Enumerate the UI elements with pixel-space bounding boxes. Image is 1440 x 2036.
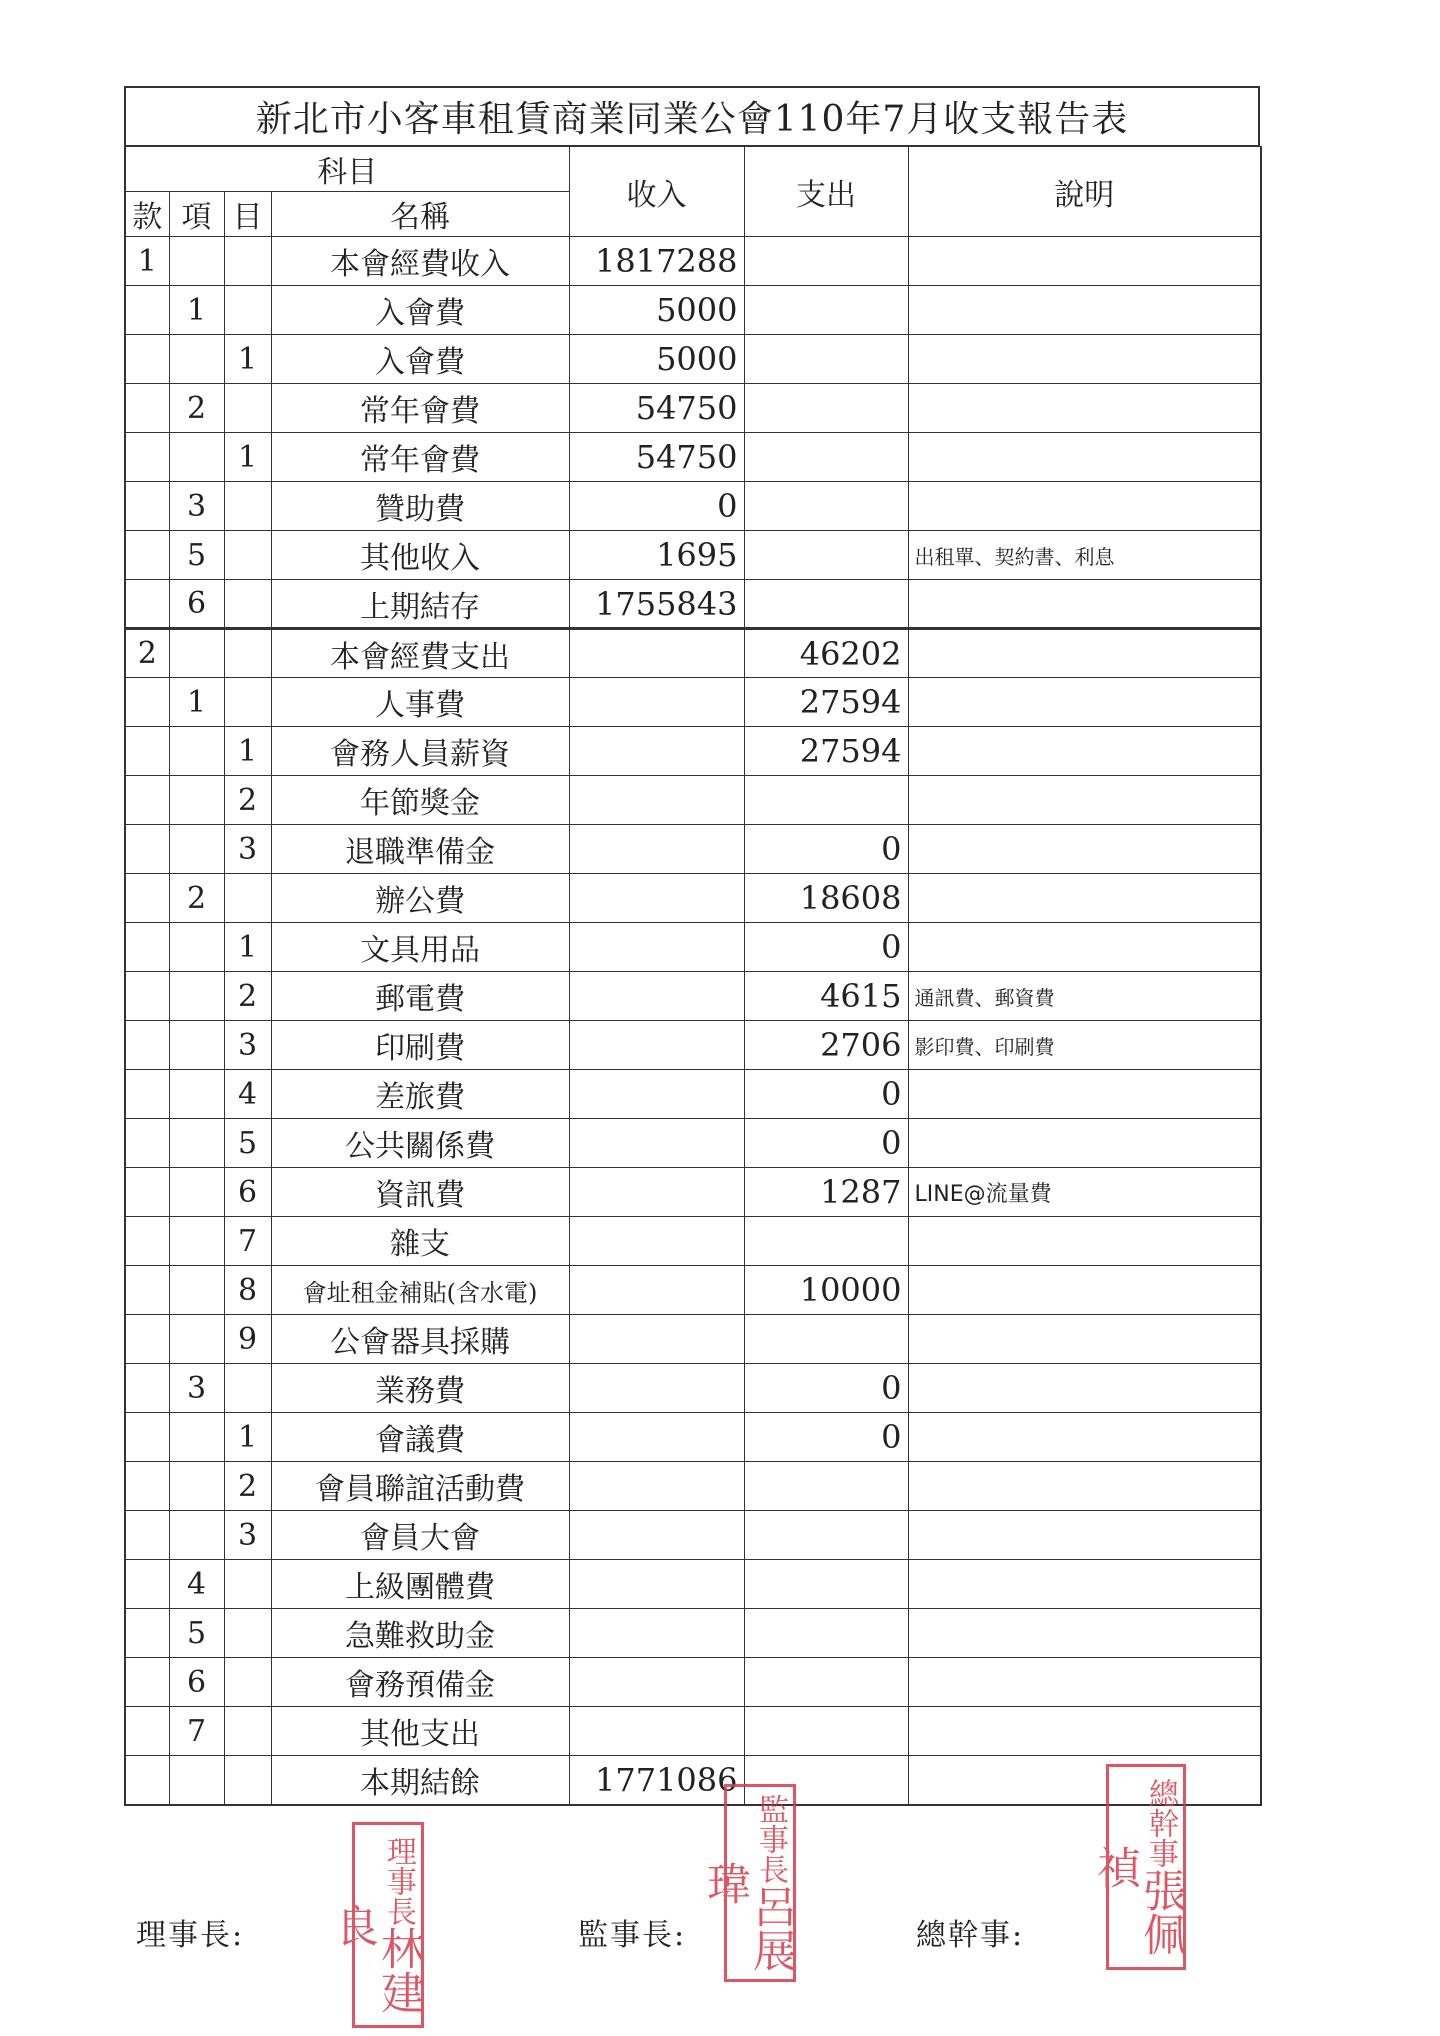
cell-expense xyxy=(744,237,908,286)
cell-expense xyxy=(744,531,908,580)
cell-name: 公會器具採購 xyxy=(271,1315,569,1364)
cell-note xyxy=(908,384,1261,433)
table-row xyxy=(125,433,1261,482)
cell-note xyxy=(908,580,1261,629)
cell-expense: 18608 xyxy=(744,874,908,923)
cell-kuan: 1 xyxy=(125,237,169,286)
cell-xiang xyxy=(169,972,224,1021)
cell-kuan xyxy=(125,482,169,531)
cell-income xyxy=(569,1168,744,1217)
table-row xyxy=(125,825,1261,874)
cell-expense: 0 xyxy=(744,1119,908,1168)
cell-name: 會員聯誼活動費 xyxy=(271,1462,569,1511)
cell-mu: 8 xyxy=(224,1266,271,1315)
cell-xiang xyxy=(169,1266,224,1315)
cell-note xyxy=(908,1756,1261,1805)
cell-income xyxy=(569,727,744,776)
cell-note xyxy=(908,237,1261,286)
cell-kuan xyxy=(125,1021,169,1070)
cell-xiang: 6 xyxy=(169,1658,224,1707)
cell-kuan xyxy=(125,1511,169,1560)
cell-expense xyxy=(744,1609,908,1658)
cell-xiang: 2 xyxy=(169,384,224,433)
cell-mu xyxy=(224,531,271,580)
cell-expense xyxy=(744,1707,908,1756)
cell-expense: 46202 xyxy=(744,629,908,678)
secretary-seal-name: 張佩禎 xyxy=(1088,1845,1186,1956)
cell-name: 會務預備金 xyxy=(271,1658,569,1707)
cell-note xyxy=(908,1413,1261,1462)
cell-income xyxy=(569,1658,744,1707)
cell-mu: 4 xyxy=(224,1070,271,1119)
cell-expense: 2706 xyxy=(744,1021,908,1070)
cell-name: 郵電費 xyxy=(271,972,569,1021)
cell-xiang xyxy=(169,1413,224,1462)
cell-mu: 1 xyxy=(224,433,271,482)
supervisor-seal-title: 監事長 xyxy=(753,1794,788,1884)
cell-mu: 1 xyxy=(224,923,271,972)
cell-income xyxy=(569,1364,744,1413)
cell-mu: 1 xyxy=(224,335,271,384)
cell-name: 常年會費 xyxy=(271,384,569,433)
cell-income xyxy=(569,776,744,825)
cell-kuan xyxy=(125,825,169,874)
cell-expense xyxy=(744,776,908,825)
cell-note xyxy=(908,1315,1261,1364)
cell-income xyxy=(569,1413,744,1462)
cell-xiang: 1 xyxy=(169,286,224,335)
cell-name: 資訊費 xyxy=(271,1168,569,1217)
cell-name: 入會費 xyxy=(271,335,569,384)
cell-expense xyxy=(744,580,908,629)
cell-name: 常年會費 xyxy=(271,433,569,482)
table-row xyxy=(125,1364,1261,1413)
cell-mu: 5 xyxy=(224,1119,271,1168)
cell-xiang xyxy=(169,727,224,776)
cell-mu xyxy=(224,1756,271,1805)
cell-note xyxy=(908,1707,1261,1756)
cell-kuan xyxy=(125,1756,169,1805)
cell-name: 本期結餘 xyxy=(271,1756,569,1805)
cell-name: 其他支出 xyxy=(271,1707,569,1756)
cell-kuan xyxy=(125,1707,169,1756)
cell-income: 5000 xyxy=(569,335,744,384)
cell-expense: 0 xyxy=(744,825,908,874)
cell-name: 會議費 xyxy=(271,1413,569,1462)
header-kuan: 款 xyxy=(125,192,169,237)
chairman-seal-title: 理事長 xyxy=(381,1836,416,1926)
table-row xyxy=(125,1315,1261,1364)
cell-note xyxy=(908,1119,1261,1168)
cell-xiang xyxy=(169,1756,224,1805)
cell-xiang xyxy=(169,1021,224,1070)
table-row xyxy=(125,1707,1261,1756)
cell-name: 會址租金補貼(含水電) xyxy=(271,1266,569,1315)
cell-expense xyxy=(744,433,908,482)
cell-name: 上期結存 xyxy=(271,580,569,629)
cell-kuan xyxy=(125,1070,169,1119)
cell-mu: 3 xyxy=(224,1511,271,1560)
cell-mu: 1 xyxy=(224,727,271,776)
cell-expense xyxy=(744,1217,908,1266)
cell-income: 5000 xyxy=(569,286,744,335)
cell-xiang xyxy=(169,923,224,972)
cell-income xyxy=(569,825,744,874)
cell-name: 會員大會 xyxy=(271,1511,569,1560)
cell-kuan xyxy=(125,1413,169,1462)
cell-xiang xyxy=(169,237,224,286)
cell-note: 通訊費、郵資費 xyxy=(908,972,1261,1021)
cell-name: 入會費 xyxy=(271,286,569,335)
cell-income xyxy=(569,1217,744,1266)
cell-income: 1771086 xyxy=(569,1756,744,1805)
table-row xyxy=(125,1658,1261,1707)
cell-kuan xyxy=(125,678,169,727)
cell-kuan xyxy=(125,923,169,972)
cell-note xyxy=(908,629,1261,678)
cell-mu: 9 xyxy=(224,1315,271,1364)
cell-income xyxy=(569,629,744,678)
cell-note xyxy=(908,433,1261,482)
cell-name: 雜支 xyxy=(271,1217,569,1266)
cell-mu: 2 xyxy=(224,972,271,1021)
table-row xyxy=(125,972,1261,1021)
table-row xyxy=(125,580,1261,629)
cell-kuan xyxy=(125,1609,169,1658)
cell-note: LINE@流量費 xyxy=(908,1168,1261,1217)
cell-income: 0 xyxy=(569,482,744,531)
cell-expense: 0 xyxy=(744,923,908,972)
cell-kuan xyxy=(125,727,169,776)
table-body xyxy=(125,147,1261,1805)
cell-note xyxy=(908,1217,1261,1266)
cell-xiang: 6 xyxy=(169,580,224,629)
cell-kuan xyxy=(125,874,169,923)
cell-expense xyxy=(744,335,908,384)
cell-kuan xyxy=(125,972,169,1021)
table-row xyxy=(125,1756,1261,1805)
cell-kuan xyxy=(125,384,169,433)
cell-mu: 3 xyxy=(224,1021,271,1070)
table-row xyxy=(125,776,1261,825)
cell-xiang xyxy=(169,1070,224,1119)
cell-name: 贊助費 xyxy=(271,482,569,531)
cell-note xyxy=(908,1462,1261,1511)
cell-mu: 2 xyxy=(224,776,271,825)
cell-mu xyxy=(224,384,271,433)
cell-income xyxy=(569,1119,744,1168)
cell-name: 會務人員薪資 xyxy=(271,727,569,776)
cell-note xyxy=(908,727,1261,776)
cell-income: 54750 xyxy=(569,433,744,482)
cell-expense: 0 xyxy=(744,1070,908,1119)
cell-kuan xyxy=(125,580,169,629)
cell-income xyxy=(569,1511,744,1560)
cell-mu xyxy=(224,237,271,286)
supervisor-seal-name: 呂展瑋 xyxy=(698,1861,796,1972)
cell-expense: 27594 xyxy=(744,727,908,776)
cell-expense xyxy=(744,1658,908,1707)
supervisor-label: 監事長: xyxy=(578,1918,687,1953)
cell-note xyxy=(908,1511,1261,1560)
cell-xiang xyxy=(169,825,224,874)
cell-income xyxy=(569,1560,744,1609)
header-subject: 科目 xyxy=(125,147,569,192)
table-row xyxy=(125,384,1261,433)
cell-xiang: 5 xyxy=(169,531,224,580)
cell-mu: 2 xyxy=(224,1462,271,1511)
cell-income xyxy=(569,1315,744,1364)
table-row xyxy=(125,1609,1261,1658)
chairman-seal-name: 林建良 xyxy=(326,1903,424,2014)
cell-xiang xyxy=(169,335,224,384)
cell-mu: 1 xyxy=(224,1413,271,1462)
cell-income xyxy=(569,874,744,923)
chairman-label: 理事長: xyxy=(136,1918,245,1953)
cell-expense: 0 xyxy=(744,1364,908,1413)
table-row xyxy=(125,482,1261,531)
cell-name: 人事費 xyxy=(271,678,569,727)
cell-kuan xyxy=(125,1315,169,1364)
table-row xyxy=(125,1266,1261,1315)
table-row xyxy=(125,678,1261,727)
cell-expense xyxy=(744,286,908,335)
cell-expense: 0 xyxy=(744,1413,908,1462)
cell-note xyxy=(908,1658,1261,1707)
table-row xyxy=(125,923,1261,972)
cell-xiang: 4 xyxy=(169,1560,224,1609)
cell-xiang xyxy=(169,1511,224,1560)
header-row-1 xyxy=(125,147,1261,192)
cell-kuan xyxy=(125,335,169,384)
cell-expense xyxy=(744,1511,908,1560)
cell-mu: 6 xyxy=(224,1168,271,1217)
cell-xiang xyxy=(169,1462,224,1511)
cell-kuan xyxy=(125,1217,169,1266)
cell-kuan xyxy=(125,776,169,825)
cell-xiang xyxy=(169,629,224,678)
cell-note xyxy=(908,1266,1261,1315)
table-row xyxy=(125,335,1261,384)
secretary-label: 總幹事: xyxy=(916,1918,1025,1953)
cell-expense xyxy=(744,482,908,531)
header-income: 收入 xyxy=(569,147,744,237)
table-row xyxy=(125,1168,1261,1217)
cell-income: 1817288 xyxy=(569,237,744,286)
table-row xyxy=(125,1560,1261,1609)
cell-note: 影印費、印刷費 xyxy=(908,1021,1261,1070)
cell-income xyxy=(569,1707,744,1756)
secretary-seal xyxy=(1088,1764,1186,1970)
cell-name: 公共關係費 xyxy=(271,1119,569,1168)
cell-name: 年節獎金 xyxy=(271,776,569,825)
cell-income: 1755843 xyxy=(569,580,744,629)
table-row xyxy=(125,1070,1261,1119)
header-xiang: 項 xyxy=(169,192,224,237)
cell-expense xyxy=(744,1462,908,1511)
cell-kuan xyxy=(125,1462,169,1511)
cell-expense xyxy=(744,1560,908,1609)
cell-name: 文具用品 xyxy=(271,923,569,972)
cell-mu xyxy=(224,1560,271,1609)
report-table xyxy=(124,146,1262,1806)
cell-note xyxy=(908,335,1261,384)
table-row xyxy=(125,531,1261,580)
cell-name: 本會經費支出 xyxy=(271,629,569,678)
cell-income xyxy=(569,923,744,972)
cell-note xyxy=(908,1364,1261,1413)
cell-expense xyxy=(744,384,908,433)
cell-name: 其他收入 xyxy=(271,531,569,580)
cell-kuan xyxy=(125,1658,169,1707)
table-row xyxy=(125,1511,1261,1560)
table-row xyxy=(125,727,1261,776)
cell-income xyxy=(569,1070,744,1119)
cell-mu xyxy=(224,678,271,727)
cell-note xyxy=(908,1609,1261,1658)
cell-income: 54750 xyxy=(569,384,744,433)
cell-expense: 10000 xyxy=(744,1266,908,1315)
cell-note xyxy=(908,678,1261,727)
cell-xiang xyxy=(169,433,224,482)
cell-mu xyxy=(224,482,271,531)
cell-xiang: 3 xyxy=(169,1364,224,1413)
cell-name: 辦公費 xyxy=(271,874,569,923)
cell-name: 本會經費收入 xyxy=(271,237,569,286)
cell-mu: 3 xyxy=(224,825,271,874)
cell-name: 差旅費 xyxy=(271,1070,569,1119)
cell-expense: 1287 xyxy=(744,1168,908,1217)
table-row xyxy=(125,286,1261,335)
cell-name: 上級團體費 xyxy=(271,1560,569,1609)
cell-mu: 7 xyxy=(224,1217,271,1266)
cell-mu xyxy=(224,286,271,335)
cell-name: 退職準備金 xyxy=(271,825,569,874)
cell-kuan xyxy=(125,286,169,335)
cell-xiang xyxy=(169,1217,224,1266)
cell-kuan xyxy=(125,1364,169,1413)
header-mu: 目 xyxy=(224,192,271,237)
cell-note xyxy=(908,1560,1261,1609)
cell-income xyxy=(569,1462,744,1511)
cell-kuan: 2 xyxy=(125,629,169,678)
cell-mu xyxy=(224,629,271,678)
cell-kuan xyxy=(125,433,169,482)
cell-income: 1695 xyxy=(569,531,744,580)
cell-mu xyxy=(224,1707,271,1756)
cell-note xyxy=(908,874,1261,923)
cell-xiang xyxy=(169,1119,224,1168)
cell-note xyxy=(908,1070,1261,1119)
cell-mu xyxy=(224,1364,271,1413)
cell-xiang xyxy=(169,1315,224,1364)
cell-xiang: 5 xyxy=(169,1609,224,1658)
cell-income xyxy=(569,1266,744,1315)
cell-expense: 27594 xyxy=(744,678,908,727)
cell-xiang xyxy=(169,1168,224,1217)
cell-note xyxy=(908,776,1261,825)
cell-expense: 4615 xyxy=(744,972,908,1021)
cell-kuan xyxy=(125,1119,169,1168)
table-row xyxy=(125,1462,1261,1511)
cell-note xyxy=(908,923,1261,972)
cell-income xyxy=(569,972,744,1021)
cell-xiang: 2 xyxy=(169,874,224,923)
cell-xiang: 7 xyxy=(169,1707,224,1756)
cell-income xyxy=(569,678,744,727)
secretary-seal-title: 總幹事 xyxy=(1143,1778,1178,1868)
supervisor-seal xyxy=(698,1784,796,1982)
table-row xyxy=(125,874,1261,923)
cell-income xyxy=(569,1021,744,1070)
table-row xyxy=(125,1021,1261,1070)
report-title: 新北市小客車租賃商業同業公會110年7月收支報告表 xyxy=(124,86,1260,146)
cell-note xyxy=(908,286,1261,335)
table-row xyxy=(125,629,1261,678)
cell-mu xyxy=(224,580,271,629)
table-row xyxy=(125,1119,1261,1168)
cell-note xyxy=(908,482,1261,531)
cell-kuan xyxy=(125,1168,169,1217)
report-sheet xyxy=(124,86,1260,1806)
cell-xiang xyxy=(169,776,224,825)
cell-name: 業務費 xyxy=(271,1364,569,1413)
cell-note xyxy=(908,825,1261,874)
cell-kuan xyxy=(125,1266,169,1315)
cell-mu xyxy=(224,874,271,923)
cell-income xyxy=(569,1609,744,1658)
table-row xyxy=(125,237,1261,286)
table-row xyxy=(125,1413,1261,1462)
cell-kuan xyxy=(125,531,169,580)
cell-expense xyxy=(744,1315,908,1364)
header-name: 名稱 xyxy=(271,192,569,237)
header-expense: 支出 xyxy=(744,147,908,237)
cell-xiang: 1 xyxy=(169,678,224,727)
cell-mu xyxy=(224,1609,271,1658)
cell-name: 印刷費 xyxy=(271,1021,569,1070)
chairman-seal xyxy=(326,1822,424,2028)
cell-note: 出租單、契約書、利息 xyxy=(908,531,1261,580)
cell-kuan xyxy=(125,1560,169,1609)
header-note: 說明 xyxy=(908,147,1261,237)
cell-name: 急難救助金 xyxy=(271,1609,569,1658)
cell-xiang: 3 xyxy=(169,482,224,531)
cell-mu xyxy=(224,1658,271,1707)
table-row xyxy=(125,1217,1261,1266)
